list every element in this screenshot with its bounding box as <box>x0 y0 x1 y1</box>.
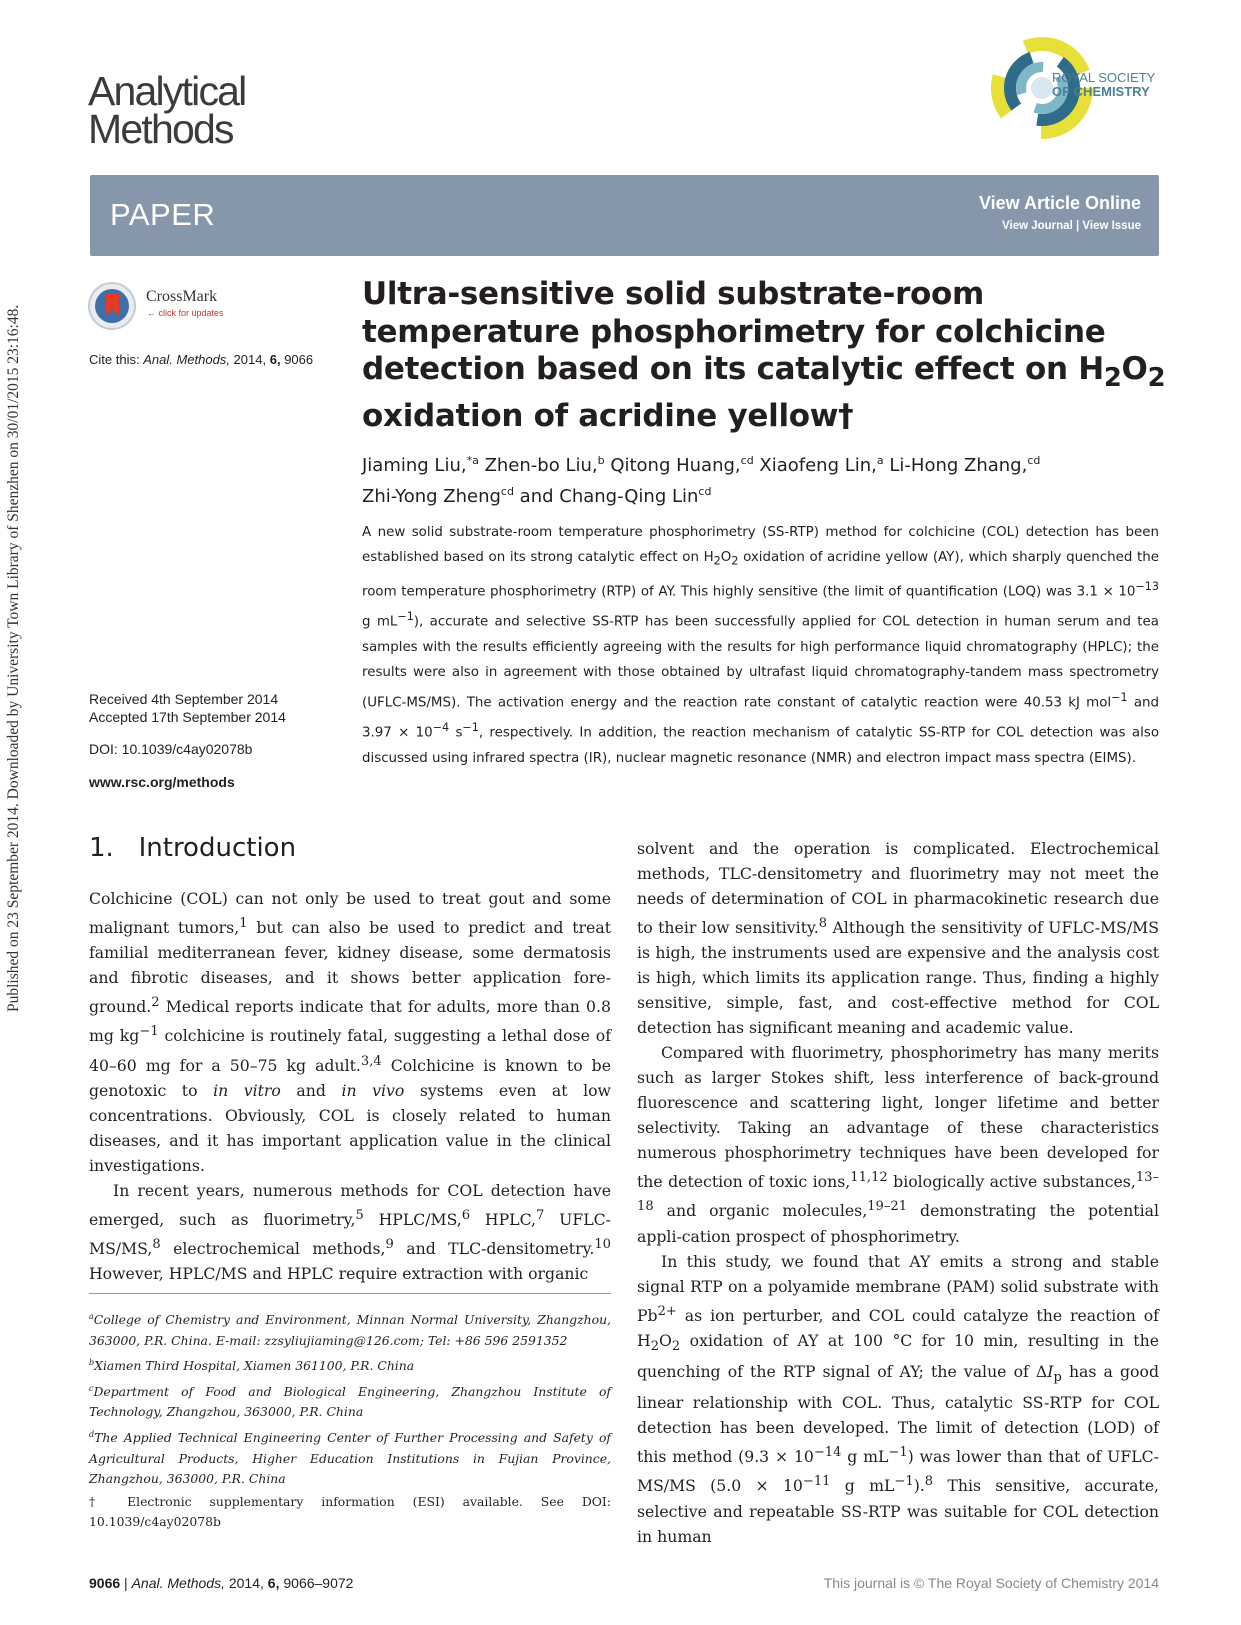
cite-year: 2014, <box>233 352 267 367</box>
title-text: Ultra-sensitive solid substrate-room temperature phosphorimetry for colchicine detection based on its catalytic effect on H <box>362 276 1106 387</box>
cite-prefix: Cite this: <box>89 352 140 367</box>
crossmark-icon <box>88 280 140 332</box>
cite-volume: 6, <box>269 352 281 367</box>
author-affiliation: *a <box>466 454 479 467</box>
author-name[interactable]: Zhi-Yong Zheng <box>362 486 501 507</box>
reference-mark[interactable]: 1 <box>239 916 248 931</box>
paragraph: solvent and the operation is complicated. Electrochemical methods, TLC-densitometry and fluorimetry may not meet the needs of determination of COL in pharmacokinetic research due to their low sensitivity.$^8$ Although the sensitivity of UFLC-MS/MS is high, the instruments used are expensive and the analysis cost is high, which limits its application range. Thus, finding a highly sensitive, simple, fast, and cost-effective method for COL detection has significant meaning and academic value. <box>637 839 1159 1038</box>
abstract: A new solid substrate-room temperature phosphorimetry (SS-RTP) method for colchicine (COL) detection has been established based on its strong catalytic effect on $H_2O_2$ oxidation of acridine yellow (AY), which sharply quenched the room temperature phosphorimetry (RTP) of AY. This highly sensitive (the limit of quantification (LOQ) was $3.1 \times 10^{-13}$ g $mL^{-1}$), accurate and selective SS-RTP has been successfully applied for COL detection in human serum and tea samples with the results efficiently agreeing with the results for high performance liquid chromatography (HPLC); the results were also in agreement with those obtained by ultrafast liquid chromatography-tandem mass spectrometry (UFLC-MS/MS). The activation energy and the reaction rate constant of catalytic reaction were 40.53 kJ mol$^{-1}$ and $3.97 \times 10^{-4}$ $s^{-1}$, respectively. In addition, the reaction mechanism of catalytic SS-RTP for COL detection was also discussed using infrared spectra (IR), nuclear magnetic resonance (NMR) and electron impact mass spectra (EIMS). <box>362 525 1160 766</box>
footer-volume: 6, <box>267 1575 280 1591</box>
reference-mark[interactable]: 8 <box>818 916 828 931</box>
page-footer-citation <box>89 1575 353 1591</box>
doi[interactable]: DOI: 10.1039/c4ay02078b <box>89 741 253 757</box>
footer-year: 2014, <box>228 1575 264 1591</box>
page-number: 9066 <box>89 1575 121 1591</box>
reference-mark[interactable]: 5 <box>355 1207 364 1223</box>
received-date: Received 4th September 2014 <box>89 691 279 707</box>
author-name[interactable]: Xiaofeng Lin, <box>753 455 877 476</box>
author-affiliation: a <box>876 454 884 467</box>
author-affiliation: cd <box>1027 454 1041 467</box>
view-article-online-link[interactable]: View Article Online <box>978 193 1141 213</box>
author-name[interactable]: and Chang-Qing Lin <box>513 486 699 507</box>
article-type-banner <box>90 175 1159 256</box>
article-type-label: PAPER <box>110 197 216 232</box>
paragraph: Compared with fluorimetry, phosphorimetry has many merits such as larger Stokes shift, less interference of back-ground fluorescence and scattering light, longer lifetime and better selectivity. Taking an advantage of these characteristics numerous phosphorimetry techniques have been developed for the detection of toxic ions,$^{11,12}$ biologically active substances,$^{13-18}$ and organic molecules,$^{19-21}$ demonstrating the potential appli-cation prospect of phosphorimetry. <box>637 1043 1159 1246</box>
view-links <box>1002 220 1141 232</box>
journal-website-link[interactable]: www.rsc.org/methods <box>89 774 235 790</box>
reference-mark[interactable]: 8 <box>152 1237 161 1253</box>
author-name[interactable]: Qitong Huang, <box>604 455 741 476</box>
reference-mark[interactable]: 13–18 <box>637 1170 1159 1215</box>
author-list <box>362 448 1172 510</box>
footer-pages: 9066–9072 <box>283 1575 354 1591</box>
reference-mark[interactable]: 9 <box>385 1237 394 1253</box>
rsc-emblem-icon <box>990 32 1160 144</box>
paragraph: In recent years, numerous methods for COL detection have emerged, such as fluorimetry,$^5$ HPLC/MS,$^6$ HPLC,$^7$ UFLC-MS/MS,$^8$ electrochemical methods,$^9$ and TLC-densitometry.$^{10}$ However, HPLC/MS and HPLC require extraction with organic <box>89 1180 611 1284</box>
title-subscript: 2 <box>1103 363 1122 394</box>
view-issue-link[interactable]: View Issue <box>1082 220 1141 232</box>
footnote-divider <box>89 1293 611 1294</box>
author-name[interactable]: Jiaming Liu, <box>362 455 467 476</box>
reference-mark[interactable]: 10 <box>594 1237 611 1253</box>
author-name[interactable]: Li-Hong Zhang, <box>883 455 1028 476</box>
cite-page: 9066 <box>284 352 314 367</box>
body-column-right <box>637 836 1159 1549</box>
footer-journal: Anal. Methods, <box>131 1575 225 1591</box>
title-text: O <box>1121 351 1148 387</box>
footnote-affiliation-a: $^a$College of Chemistry and Environment, Minnan Normal University, Zhangzhou, 363000, P.R. China. E-mail: zzsyliujiaming@126.com; Tel: +86 596 2591352 <box>89 1312 611 1348</box>
download-notice: Published on 23 September 2014. Downloaded by University Town Library of Shenzhen on 30/01/2015 23:16:48. <box>5 304 22 1012</box>
crossmark-subtitle[interactable]: ← click for updates <box>147 308 224 318</box>
author-affiliation: cd <box>698 485 712 498</box>
footnote-affiliation-d: $^d$The Applied Technical Engineering Center of Further Processing and Safety of Agricultural Products, Higher Education Institutions in Fujian Province, Zhangzhou, 363000, P.R. China <box>89 1429 611 1486</box>
paragraph: In this study, we found that AY emits a strong and stable signal RTP on a polyamide membrane (PAM) solid substrate with $Pb^{2+}$ as ion perturber, and COL could catalyze the reaction of $H_2O_2$ oxidation of AY at 100 °C for 10 min, resulting in the quenching of the RTP signal of AY; the value of $\Delta I_p$ has a good linear relationship with COL. Thus, catalytic SS-RTP for COL detection has been developed. The limit of detection (LOD) of this method ($9.3 \times 10^{-14}$ g $mL^{-1}$) was lower than that of UFLC-MS/MS ($5.0 \times 10^{-11}$ g $mL^{-1}).^8$ This sensitive, accurate, selective and repeatable SS-RTP was suitable for COL detection in human <box>637 1251 1159 1546</box>
article-title <box>362 276 1172 435</box>
author-affiliation: cd <box>500 485 514 498</box>
rsc-logo-line1: ROYAL SOCIETY <box>1052 70 1156 85</box>
reference-mark[interactable]: 2 <box>151 995 160 1011</box>
footnote-esi[interactable]: † Electronic supplementary information (ESI) available. See DOI: 10.1039/c4ay02078b <box>89 1493 611 1529</box>
journal-name-line2: Methods <box>88 106 233 152</box>
reference-mark[interactable]: 8 <box>924 1474 934 1490</box>
journal-name <box>88 68 246 152</box>
footnotes <box>89 1307 611 1535</box>
author-affiliation: cd <box>740 454 754 467</box>
body-column-left <box>89 886 611 1286</box>
footer-separator: | <box>124 1575 128 1591</box>
rsc-logo[interactable] <box>990 32 1160 144</box>
title-text: oxidation of acridine yellow† <box>362 397 854 434</box>
author-affiliation: b <box>597 454 605 467</box>
paragraph: Colchicine (COL) can not only be used to treat gout and some malignant tumors,$^1$ but can also be used to predict and treat familial mediterranean fever, kidney disease, some dermatosis and fibrotic diseases, and it shows better application fore-ground.$^2$ Medical reports indicate that for adults, more than 0.8 mg $kg^{-1}$ colchicine is routinely fatal, suggesting a lethal dose of 40–60 mg for a 50–75 kg adult.$^{3,4}$ Colchicine is known to be genotoxic to in vitro and in vivo systems even at low concentrations. Obviously, COL is closely related to human diseases, and it has important application value in the clinical investigations. <box>89 889 612 1175</box>
accepted-date: Accepted 17th September 2014 <box>89 709 286 725</box>
crossmark-title[interactable]: CrossMark <box>146 288 218 305</box>
reference-mark[interactable]: 3,4 <box>360 1053 382 1069</box>
reference-mark[interactable]: 7 <box>536 1207 545 1223</box>
copyright-notice: This journal is © The Royal Society of Chemistry 2014 <box>823 1575 1159 1591</box>
cite-journal: Anal. Methods, <box>143 352 230 367</box>
journal-name-line1: Analytical <box>88 68 246 114</box>
title-subscript: 2 <box>1147 363 1166 394</box>
reference-mark[interactable]: 19–21 <box>867 1199 908 1215</box>
citation <box>89 352 313 367</box>
author-name[interactable]: Zhen-bo Liu, <box>478 455 598 476</box>
footnote-affiliation-b: $^b$Xiamen Third Hospital, Xiamen 361100, P.R. China <box>89 1358 415 1374</box>
view-links-separator: | <box>1075 220 1080 232</box>
view-journal-link[interactable]: View Journal <box>1002 220 1073 232</box>
footnote-affiliation-c: $^c$Department of Food and Biological Engineering, Zhangzhou Institute of Technology, Zhangzhou, 363000, P.R. China <box>89 1383 611 1420</box>
reference-mark[interactable]: 6 <box>461 1207 471 1223</box>
section-heading-introduction: 1. Introduction <box>89 833 297 863</box>
article-dates <box>89 690 286 726</box>
reference-mark[interactable]: 11,12 <box>850 1170 888 1186</box>
rsc-logo-line2: OF CHEMISTRY <box>1052 84 1150 99</box>
